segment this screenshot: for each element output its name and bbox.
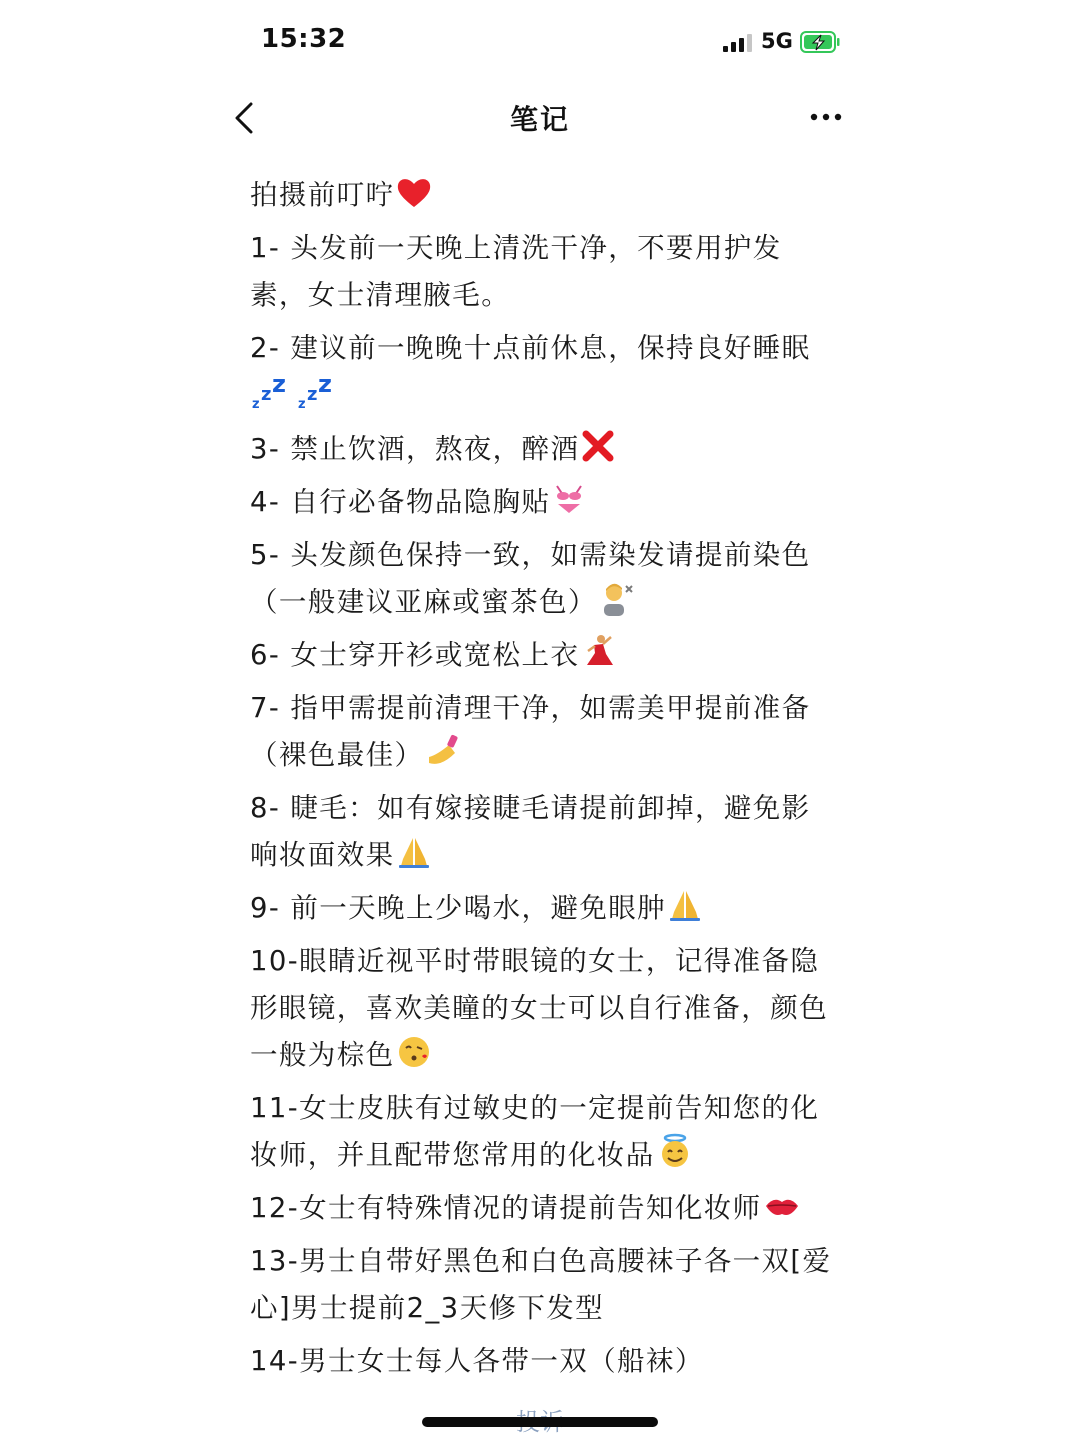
battery-charging-icon — [800, 31, 840, 53]
folded-hands-icon — [668, 888, 702, 922]
kiss-face-icon — [397, 1035, 431, 1069]
note-item-11: 11-女士皮肤有过敏史的一定提前告知您的化妆师，并且配带您常用的化妆品 — [250, 1092, 820, 1171]
svg-text:z: z — [272, 372, 288, 398]
nav-bar — [0, 84, 1080, 154]
page-title: 笔记 — [509, 103, 570, 136]
svg-text:z: z — [252, 397, 261, 410]
note-item-2: 2- 建议前一晚晚十点前休息，保持良好睡眠 z z z z z z — [250, 332, 811, 410]
note-item-3: 3- 禁止饮酒，熬夜，醉酒 — [250, 426, 835, 473]
svg-text:z: z — [261, 384, 273, 405]
haircut-icon — [599, 580, 635, 616]
network-type: 5G — [761, 29, 793, 53]
bikini-icon — [552, 482, 586, 516]
svg-text:z: z — [318, 372, 334, 398]
note-content — [250, 172, 835, 1391]
status-time: 15:32 — [261, 24, 347, 54]
dancer-icon — [581, 633, 615, 669]
note-item-10: 10-眼睛近视平时带眼镜的女士，记得准备隐形眼镜，喜欢美瞳的女士可以自行准备，颜色一般为棕色 — [250, 945, 828, 1071]
note-item-4: 4- 自行必备物品隐胸贴 — [250, 479, 835, 526]
nail-polish-icon — [425, 733, 461, 769]
note-item-13: 13-男士自带好黑色和白色高腰袜子各一双[爱心]男士提前2_3天修下发型 — [250, 1245, 832, 1324]
cellular-signal-icon — [723, 34, 753, 52]
note-item-7: 7- 指甲需提前清理干净，如需美甲提前准备（裸色最佳） — [250, 692, 811, 771]
halo-face-icon — [657, 1133, 693, 1169]
note-heading — [250, 172, 835, 219]
home-indicator[interactable] — [422, 1417, 658, 1427]
zzz-sleep-icon — [252, 372, 336, 410]
kiss-mark-icon — [764, 1192, 800, 1222]
note-item-12: 12-女士有特殊情况的请提前告知化妆师 — [250, 1185, 835, 1232]
more-options-icon[interactable] — [805, 102, 849, 132]
note-item-1: 1- 头发前一天晚上清洗干净，不要用护发素，女士清理腋毛。 — [250, 232, 782, 311]
svg-text:z: z — [307, 384, 319, 405]
note-item-8: 8- 睫毛：如有嫁接睫毛请提前卸掉，避免影响妆面效果 — [250, 792, 811, 871]
note-item-9: 9- 前一天晚上少喝水，避免眼肿 — [250, 885, 835, 932]
status-bar — [0, 0, 1080, 84]
cross-mark-icon — [581, 429, 615, 463]
note-item-6: 6- 女士穿开衫或宽松上衣 — [250, 632, 835, 679]
note-item-5: 5- 头发颜色保持一致，如需染发请提前染色（一般建议亚麻或蜜茶色） — [250, 539, 811, 618]
svg-text:z: z — [298, 397, 307, 410]
note-item-14: 14-男士女士每人各带一双（船袜） — [250, 1345, 704, 1377]
folded-hands-icon — [397, 835, 431, 869]
red-heart-icon — [397, 177, 431, 209]
note-heading-text: 拍摄前叮咛 — [250, 179, 395, 211]
